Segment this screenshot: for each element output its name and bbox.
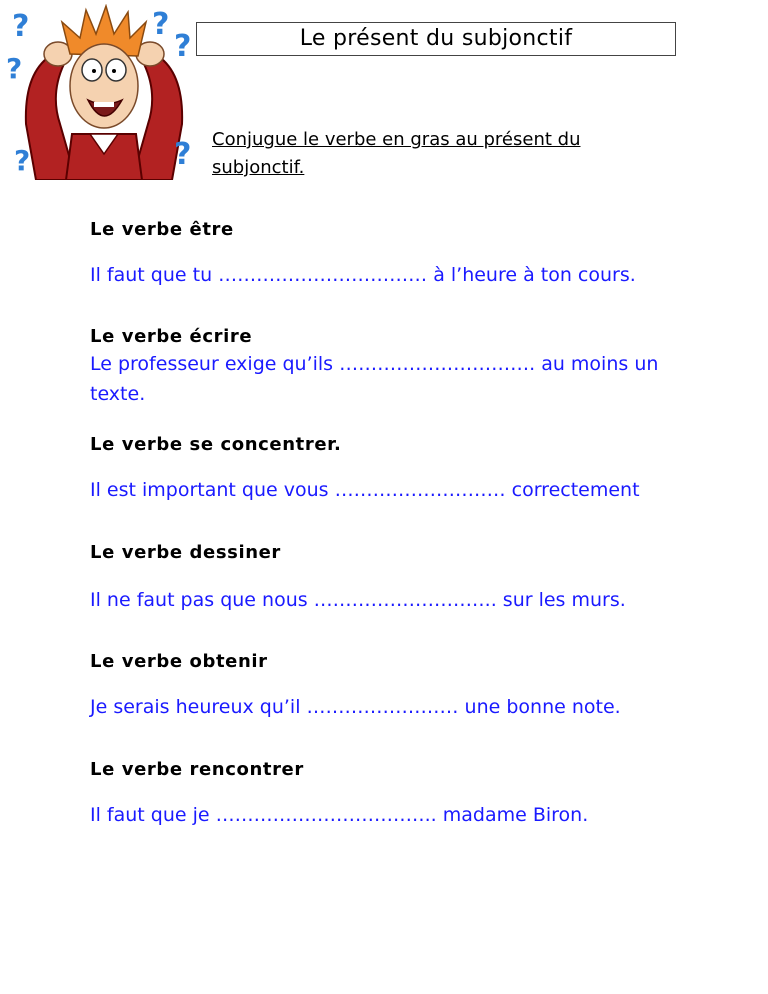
- verb-heading: Le verbe être: [90, 219, 234, 240]
- exercise-sentence: Le professeur exige qu’ils …………………………. au moins un texte.: [90, 353, 659, 405]
- exercise-item: [90, 433, 690, 505]
- question-mark-icon: ?: [14, 144, 31, 177]
- question-mark-icon: ?: [174, 29, 192, 64]
- instructions: Conjugue le verbe en gras au présent du subjonctif.: [212, 129, 581, 178]
- exercise-item: [90, 218, 690, 290]
- verb-heading: Le verbe écrire: [90, 326, 253, 347]
- exercise-sentence: Je serais heureux qu’il …………………… une bonne note.: [90, 696, 621, 718]
- verb-heading: Le verbe se concentrer.: [90, 434, 342, 455]
- exercise-item: [90, 758, 690, 830]
- question-mark-icon: ?: [174, 137, 192, 172]
- confused-student-illustration: [6, 4, 202, 180]
- exercise-item: [90, 541, 690, 615]
- exercise-sentence: Il faut que tu …………………………… à l’heure à ton cours.: [90, 264, 636, 286]
- exercise-sentence: Il ne faut pas que nous ……………………….. sur les murs.: [90, 589, 626, 611]
- page-title: Le présent du subjonctif: [196, 22, 676, 56]
- exercise-sentence: Il est important que vous ……………………… correctement: [90, 479, 640, 501]
- exercise-item: [90, 650, 690, 722]
- exercise-item: [90, 325, 690, 409]
- verb-heading: Le verbe obtenir: [90, 651, 268, 672]
- question-mark-icon: ?: [152, 7, 170, 42]
- exercise-sentence: Il faut que je …………………………….. madame Biron.: [90, 804, 589, 826]
- verb-heading: Le verbe dessiner: [90, 542, 281, 563]
- question-mark-icon: ?: [12, 9, 30, 44]
- question-mark-icon: ?: [6, 52, 23, 85]
- verb-heading: Le verbe rencontrer: [90, 759, 304, 780]
